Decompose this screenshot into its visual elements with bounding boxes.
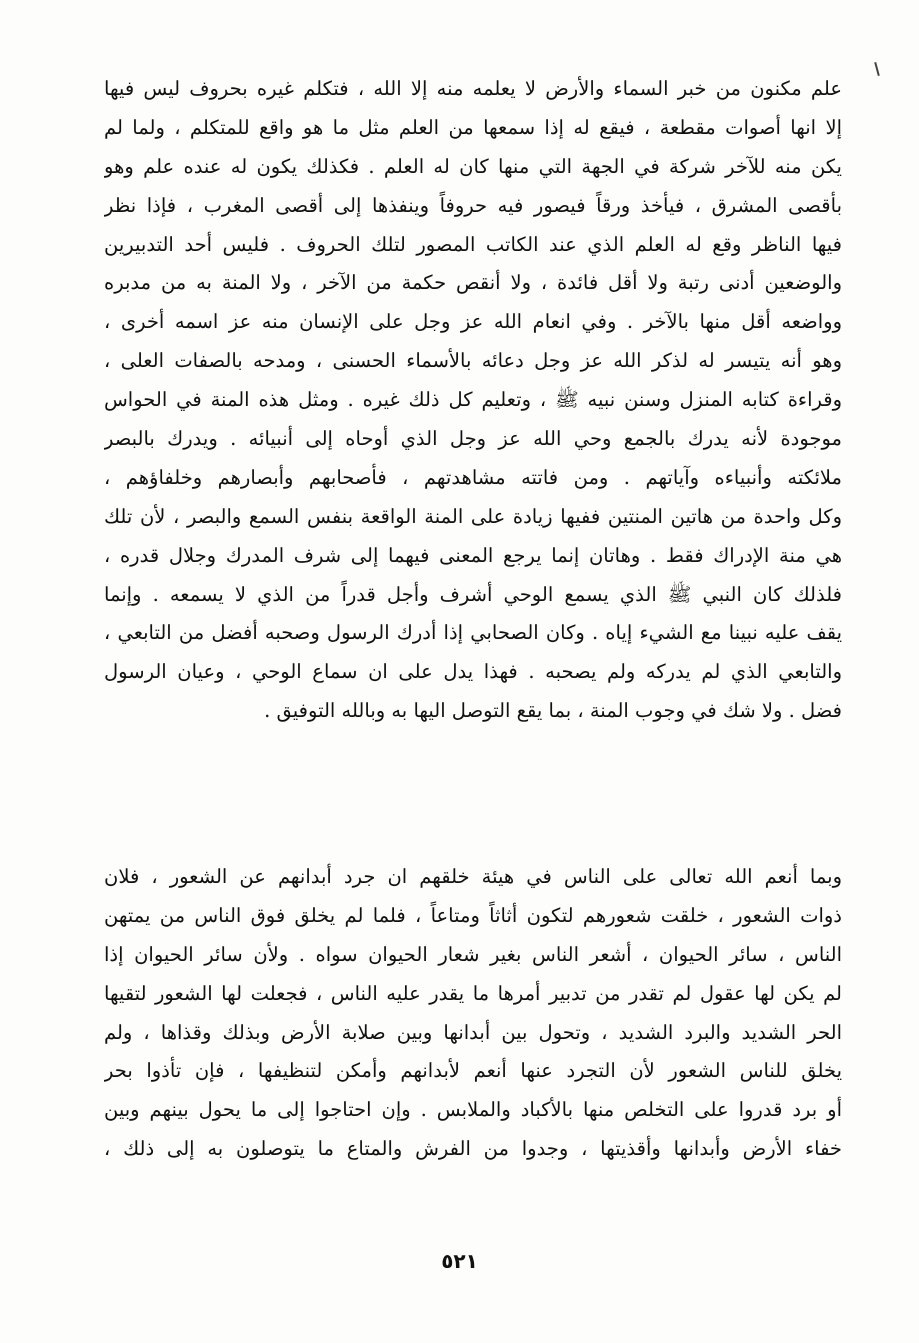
- text-line: وقراءة كتابه المنزل وسنن نبيه ﷺ ، وتعليم كل ذلك غيره . ومثل هذه المنة في الحواس: [104, 388, 842, 412]
- text-line: خفاء الأرض وأبدانها وأقذيتها ، وجدوا من الفرش والمتاع ما يتوصلون به إلى ذلك ،: [104, 1137, 842, 1161]
- text-line: الحر الشديد والبرد الشديد ، وتحول بين أبدانها وبين صلابة الأرض وبذلك وقذاها ، ولم: [104, 1020, 842, 1044]
- text-line: إلا انها أصوات مقطعة ، فيقع له إذا سمعها من العلم مثل ما هو واقع للمتكلم ، ولما لم: [104, 115, 842, 139]
- paragraph-1: [104, 70, 842, 731]
- text-line: فضل . ولا شك في وجوب المنة ، بما يقع التوصل اليها به وبالله التوفيق .: [264, 699, 842, 723]
- page-number: ٥٢١: [441, 1249, 478, 1273]
- text-line: ملائكته وأنبياءه وآياتهم . ومن فاتته مشاهدتهم ، فأصحابهم وأبصارهم وخلفاؤهم ،: [104, 465, 842, 489]
- margin-mark: [874, 62, 880, 76]
- text-line: علم مكنون من خبر السماء والأرض لا يعلمه منه إلا الله ، فتكلم غيره بحروف ليس فيها: [104, 77, 842, 100]
- text-line: والوضعين أدنى رتبة ولا أقل فائدة ، ولا أنقص حكمة من الآخر ، ولا المنة به من مدبره: [104, 271, 842, 295]
- text-line: موجودة لأنه يدرك بالجمع وحي الله عز وجل الذي أوحاه إلى أنبيائه . ويدرك بالبصر: [104, 427, 842, 451]
- text-line: يقف عليه نبينا مع الشيء إياه . وكان الصحابي إذا أدرك الرسول وصحبه أفضل من التابعي ،: [104, 621, 842, 645]
- text-line: لم يكن لها عقول لم تقدر من تدبير أمرها ما يقدر عليه الناس ، فجعلت لها الشعور لتقيها: [104, 981, 842, 1005]
- text-line: والتابعي الذي لم يدركه ولم يصحبه . فهذا يدل على ان سماع الوحي ، وعيان الرسول: [104, 660, 842, 684]
- text-line: وهو أنه يتيسر له لذكر الله عز وجل دعائه بالأسماء الحسنى ، ومدحه بالصفات العلى ،: [104, 349, 842, 373]
- text-line: وبما أنعم الله تعالى على الناس في هيئة خلقهم ان جرد أبدانهم عن الشعور ، فلان: [104, 865, 842, 888]
- text-line: هي منة الإدراك فقط . وهاتان إنما يرجع المعنى فيهما إلى شرف المدرك وجلال قدره ،: [104, 543, 842, 567]
- text-line: يكن منه للآخر شركة في الجهة التي منها كان له العلم . فكذلك يكون له عنده علم وهو: [104, 154, 842, 178]
- paragraph-2: [104, 858, 842, 1169]
- text-line: ذوات الشعور ، خلقت شعورهم لتكون أثاثاً ومتاعاً ، فلما لم يخلق فوق الناس من يمتهن: [104, 903, 842, 927]
- text-line: بأقصى المشرق ، فيأخذ ورقاً فيصور فيه حروفاً وينفذها إلى أقصى المغرب ، فإذا نظر: [104, 193, 842, 217]
- text-line: الناس ، سائر الحيوان ، أشعر الناس بغير شعار الحيوان سواه . ولأن سائر الحيوان إذا: [104, 942, 842, 966]
- text-line: فيها الناظر وقع له العلم الذي عند الكاتب المصور لتلك الحروف . فليس أحد التدبيرين: [104, 232, 842, 256]
- text-line: يخلق للناس الشعور لأن التجرد عنها أنعم لأبدانهم وأمكن لتنظيفها ، فإن تأذوا بحر: [104, 1059, 842, 1083]
- text-line: فلذلك كان النبي ﷺ الذي يسمع الوحي أشرف وأجل قدراً من الذي لا يسمعه . وإنما: [104, 582, 842, 606]
- text-line: أو برد قدروا على التخلص منها بالأكباد والملابس . وإن احتاجوا إلى ما يحول بينهم وبين: [104, 1098, 842, 1122]
- text-line: وواضعه أقل منها بالآخر . وفي انعام الله عز وجل على الإنسان منه عز اسمه أخرى ،: [104, 310, 842, 334]
- text-line: وكل واحدة من هاتين المنتين ففيها زيادة على المنة الواقعة بنفس السمع والبصر ، لأن تلك: [104, 504, 842, 528]
